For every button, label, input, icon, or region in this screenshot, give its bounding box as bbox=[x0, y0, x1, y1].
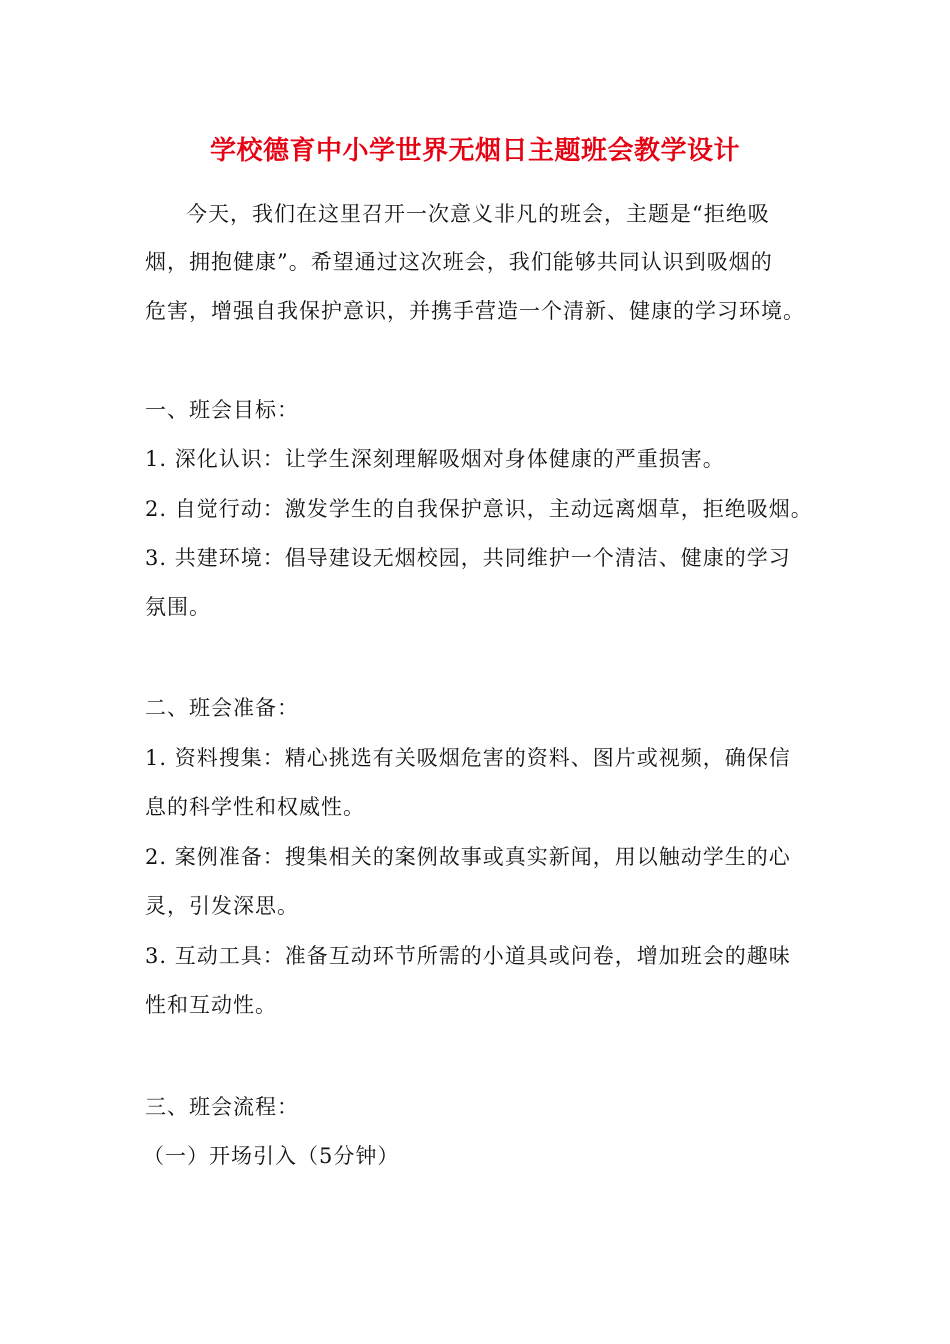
prep-item-3: 3. 互动工具：准备互动环节所需的小道具或问卷，增加班会的趣味 bbox=[145, 944, 791, 968]
prep-item-1: 1. 资料搜集：精心挑选有关吸烟危害的资料、图片或视频，确保信 bbox=[145, 746, 791, 770]
intro-line-2: 烟，拥抱健康”。希望通过这次班会，我们能够共同认识到吸烟的 bbox=[145, 250, 773, 274]
prep-item-2: 2. 案例准备：搜集相关的案例故事或真实新闻，用以触动学生的心 bbox=[145, 845, 791, 869]
flow-subheading-opening: （一）开场引入（5分钟） bbox=[143, 1144, 400, 1168]
section-heading-prep: 二、班会准备： bbox=[145, 696, 299, 720]
prep-item-3-cont: 性和互动性。 bbox=[145, 993, 277, 1017]
document-title: 学校德育中小学世界无烟日主题班会教学设计 bbox=[209, 136, 740, 166]
intro-line-1: 今天，我们在这里召开一次意义非凡的班会，主题是“拒绝吸 bbox=[186, 202, 770, 226]
goal-item-3-cont: 氛围。 bbox=[145, 595, 211, 619]
intro-line-3: 危害，增强自我保护意识，并携手营造一个清新、健康的学习环境。 bbox=[145, 299, 805, 323]
prep-item-1-cont: 息的科学性和权威性。 bbox=[145, 795, 365, 819]
goal-item-2: 2. 自觉行动：激发学生的自我保护意识，主动远离烟草，拒绝吸烟。 bbox=[145, 497, 813, 521]
goal-item-3: 3. 共建环境：倡导建设无烟校园，共同维护一个清洁、健康的学习 bbox=[145, 546, 791, 570]
section-heading-goals: 一、班会目标： bbox=[145, 398, 299, 422]
section-heading-flow: 三、班会流程： bbox=[145, 1095, 299, 1119]
prep-item-2-cont: 灵，引发深思。 bbox=[145, 894, 299, 918]
goal-item-1: 1. 深化认识：让学生深刻理解吸烟对身体健康的严重损害。 bbox=[145, 447, 725, 471]
